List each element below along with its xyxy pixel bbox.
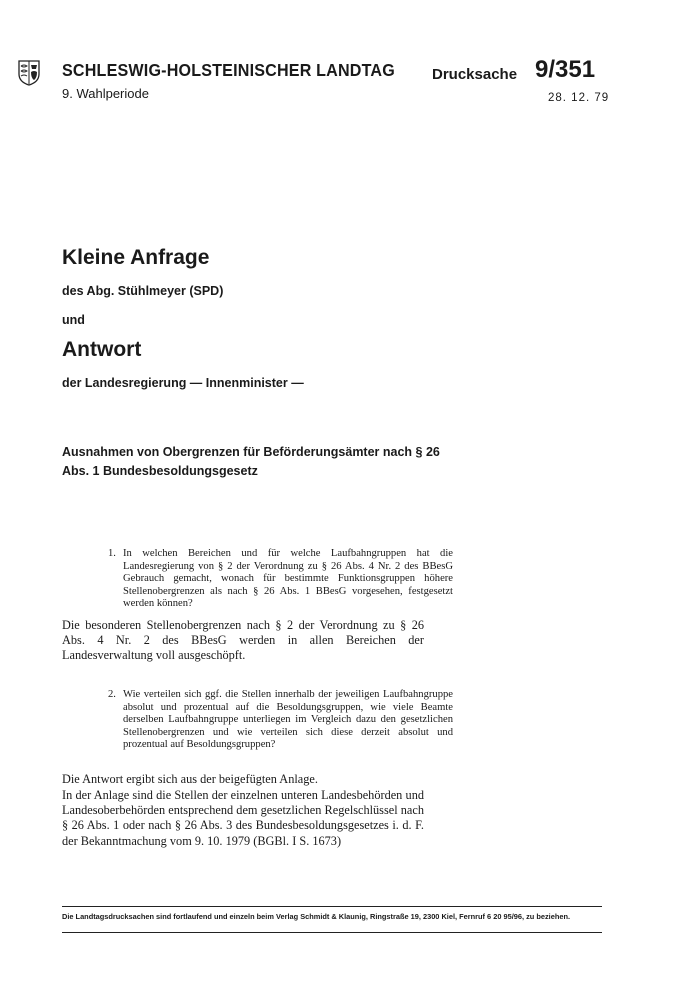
drucksache-number: 9/351	[535, 56, 596, 83]
document-date: 28. 12. 79	[548, 92, 610, 104]
title-antwort: Antwort	[62, 338, 142, 361]
subject-heading: Ausnahmen von Obergrenzen für Beförderungsämter nach § 26 Abs. 1 Bundesbesoldungsgesetz	[62, 445, 440, 478]
footer-note: Die Landtagsdrucksachen sind fortlaufend und einzeln beim Verlag Schmidt & Klaunig, Ringstraße 19, 2300 Kiel, Fernruf 6 20 95/96, zu beziehen.	[62, 912, 571, 921]
answer-2: Die Antwort ergibt sich aus der beigefügten Anlage.	[62, 772, 318, 786]
question-text: Wie verteilen sich ggf. die Stellen innerhalb der jeweiligen Laufbahngruppe absolut und prozentual auf die Besoldungsgruppen, wie viele Beamte derselben Laufbahngruppe unterliegen im Vergleich dazu den gesetzlichen Stellenobergrenzen und wie verteilen sich diese derzeit absolut und prozentual auf Besoldungsgruppen?	[123, 689, 453, 751]
drucksache-label: Drucksache	[432, 66, 518, 83]
respondent-line: der Landesregierung — Innenminister —	[62, 376, 304, 390]
answer-1: Die besonderen Stellenobergrenzen nach § 2 der Verordnung zu § 26 Abs. 4 Nr. 2 des BBesG werden in allen Bereichen der Landesverwaltung voll ausgeschöpft.	[62, 618, 424, 663]
footer-rule-bottom	[62, 932, 602, 933]
coat-of-arms-icon	[18, 60, 40, 86]
question-2	[108, 689, 453, 752]
und-line: und	[62, 313, 85, 327]
title-kleine-anfrage: Kleine Anfrage	[62, 246, 210, 269]
election-period: 9. Wahlperiode	[62, 86, 149, 101]
question-text: In welchen Bereichen und für welche Laufbahngruppen hat die Landesregierung von § 2 der Verordnung zu § 26 Abs. 4 Nr. 2 des BBesG Gebrauch gemacht, wonach für bestimmte Funktionsgruppen höhere Stellenobergrenzen als nach § 26 Abs. 1 BBesG vorgesehen, festgesetzt werden können?	[123, 548, 453, 610]
parliament-name: SCHLESWIG-HOLSTEINISCHER LANDTAG	[62, 60, 395, 80]
answer-2-continued: In der Anlage sind die Stellen der einzelnen unteren Landesbehörden und Landesoberbehörden entsprechend dem gesetzlichen Regelschlüssel nach § 26 Abs. 1 oder nach § 26 Abs. 3 des Bundesbesoldungsgesetzes i. d. F. der Bekanntmachung vom 9. 10. 1979 (BGBl. I S. 1673)	[62, 788, 424, 848]
footer-rule-top	[62, 906, 602, 907]
author-line: des Abg. Stühlmeyer (SPD)	[62, 284, 224, 298]
question-number: 1.	[108, 548, 116, 559]
question-1	[108, 548, 453, 611]
question-number: 2.	[108, 689, 116, 700]
